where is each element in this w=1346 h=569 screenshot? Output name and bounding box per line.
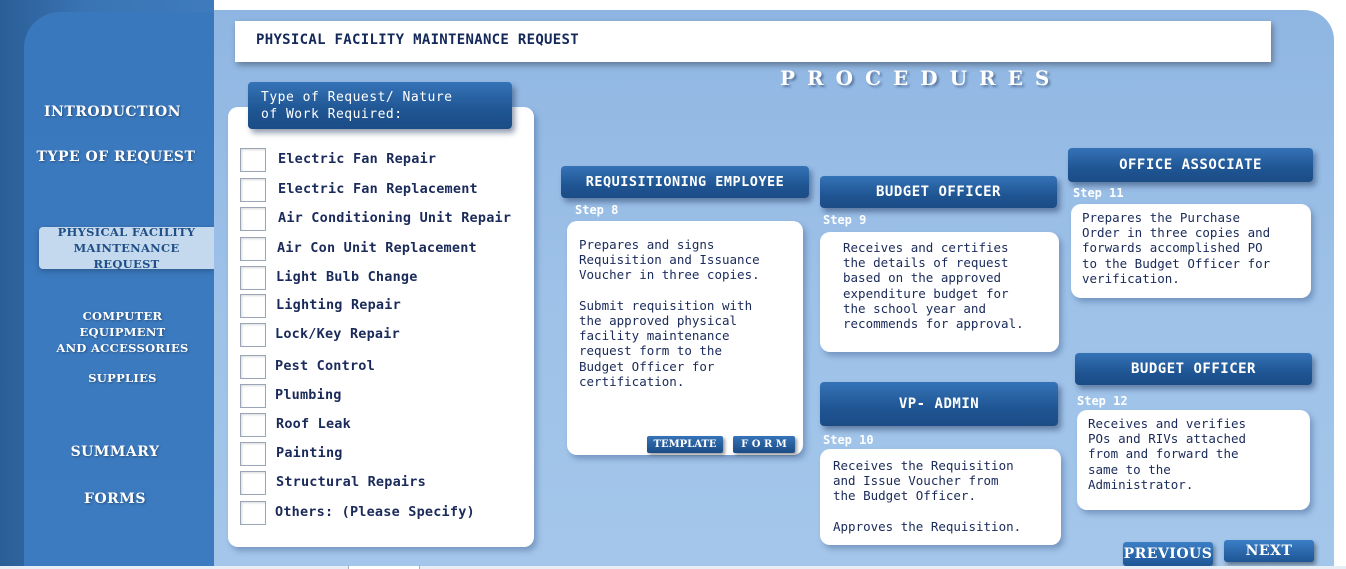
option-label[interactable]: Lock/Key Repair xyxy=(275,326,400,342)
checkbox-lock-key-repair[interactable] xyxy=(240,323,266,347)
role-header-requisitioning: REQUISITIONING EMPLOYEE xyxy=(561,166,809,198)
role-header-budget-officer: BUDGET OFFICER xyxy=(1075,353,1312,385)
option-label[interactable]: Pest Control xyxy=(275,358,375,374)
option-label[interactable]: Roof Leak xyxy=(276,416,351,432)
role-header-vp-admin: VP- ADMIN xyxy=(820,382,1058,426)
option-label[interactable]: Structural Repairs xyxy=(276,474,426,490)
option-label[interactable]: Lighting Repair xyxy=(276,297,401,313)
sidebar-item-supplies[interactable]: SUPPLIES xyxy=(88,371,157,385)
checkbox-aircon-replacement[interactable] xyxy=(240,237,266,261)
sidebar-item-summary[interactable]: SUMMARY xyxy=(70,444,160,460)
previous-button[interactable]: PREVIOUS xyxy=(1123,542,1213,566)
option-label[interactable]: Air Conditioning Unit Repair xyxy=(278,210,512,226)
checkbox-structural-repairs[interactable] xyxy=(240,471,266,495)
step-label: Step 11 xyxy=(1073,186,1124,200)
checkbox-others[interactable] xyxy=(240,501,266,525)
option-label[interactable]: Air Con Unit Replacement xyxy=(277,240,477,256)
checkbox-pest-control[interactable] xyxy=(240,355,266,379)
step-description: Prepares and signs Requisition and Issuance Voucher in three copies. Submit requisition with the approved physical facility maintenance request form to the Budget Officer for certification. xyxy=(579,237,760,389)
option-label[interactable]: Light Bulb Change xyxy=(276,269,418,285)
checkbox-light-bulb-change[interactable] xyxy=(240,266,266,290)
sidebar-item-type-of-request[interactable]: TYPE OF REQUEST xyxy=(36,149,196,165)
step-description: Receives the Requisition and Issue Voucher from the Budget Officer. Approves the Requisition. xyxy=(833,458,1022,534)
request-type-heading: Type of Request/ Nature of Work Required: xyxy=(248,82,512,129)
checkbox-painting[interactable] xyxy=(240,442,266,466)
checkbox-aircon-repair[interactable] xyxy=(240,207,266,231)
sidebar-item-physical-facility[interactable]: PHYSICAL FACILITY MAINTENANCE REQUEST xyxy=(39,227,214,269)
role-header-office-associate: OFFICE ASSOCIATE xyxy=(1068,148,1313,182)
procedures-heading: PROCEDURES xyxy=(780,66,1062,90)
checkbox-roof-leak[interactable] xyxy=(240,413,266,437)
next-button[interactable]: NEXT xyxy=(1224,540,1314,562)
role-header-budget-officer: BUDGET OFFICER xyxy=(820,176,1057,208)
step-label: Step 9 xyxy=(823,213,867,227)
template-button[interactable]: TEMPLATE xyxy=(647,436,723,453)
option-label[interactable]: Plumbing xyxy=(275,387,342,403)
step-label: Step 8 xyxy=(575,203,619,217)
option-label[interactable]: Others: (Please Specify) xyxy=(275,504,475,520)
step-label: Step 12 xyxy=(1077,394,1128,408)
option-label[interactable]: Electric Fan Replacement xyxy=(278,181,478,197)
sidebar-item-computer-equipment[interactable]: COMPUTER EQUIPMENT AND ACCESSORIES xyxy=(56,309,189,355)
step-label: Step 10 xyxy=(823,433,874,447)
sidebar-item-forms[interactable]: FORMS xyxy=(84,491,146,507)
form-button[interactable]: F O R M xyxy=(733,436,795,453)
page-title: PHYSICAL FACILITY MAINTENANCE REQUEST xyxy=(256,32,579,48)
checkbox-electric-fan-replacement[interactable] xyxy=(240,178,266,202)
sidebar-item-introduction[interactable]: INTRODUCTION xyxy=(43,104,182,120)
checkbox-electric-fan-repair[interactable] xyxy=(240,148,266,172)
step-description: Receives and verifies POs and RIVs attached from and forward the same to the Administrator. xyxy=(1088,416,1247,492)
option-label[interactable]: Electric Fan Repair xyxy=(278,151,437,167)
step-description: Receives and certifies the details of request based on the approved expenditure budget for the school year and recommends for approval. xyxy=(843,240,1024,332)
step-description: Prepares the Purchase Order in three copies and forwards accomplished PO to the Budget Officer for verification. xyxy=(1082,210,1271,286)
sidebar-panel xyxy=(24,12,214,566)
checkbox-lighting-repair[interactable] xyxy=(240,294,266,318)
option-label[interactable]: Painting xyxy=(276,445,343,461)
checkbox-plumbing[interactable] xyxy=(240,384,266,408)
